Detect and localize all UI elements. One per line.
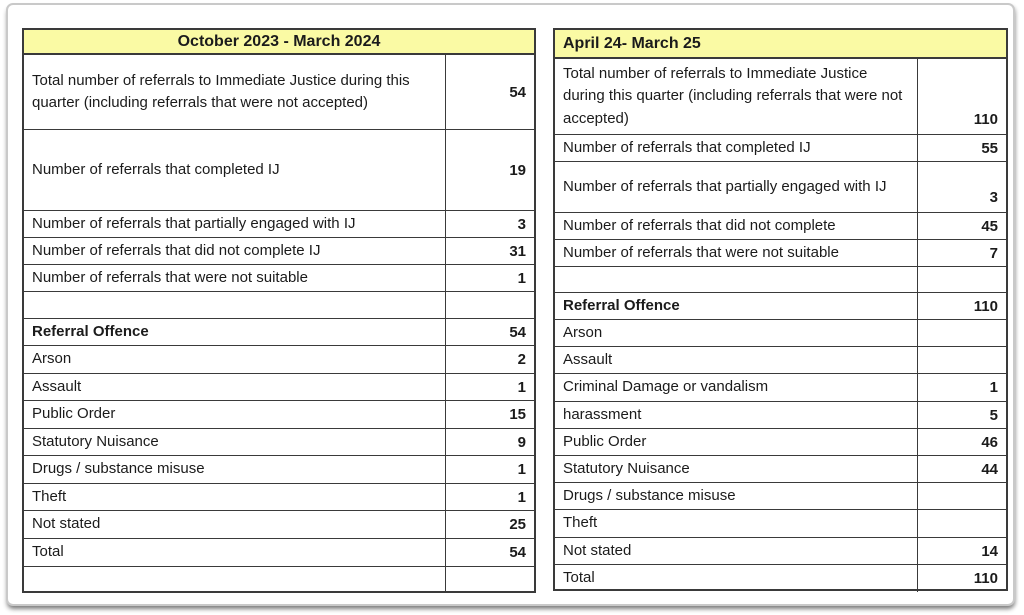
row-label: Referral Offence [563, 296, 680, 314]
row-value: 2 [445, 346, 534, 373]
row-label: harassment [563, 405, 642, 423]
row-value: 110 [917, 565, 1006, 592]
table-row-blank [24, 567, 534, 591]
row-label: Arson [32, 350, 72, 368]
row-value: 45 [917, 213, 1006, 239]
row-value: 9 [445, 429, 534, 455]
row-value: 3 [445, 211, 534, 237]
table-row [24, 319, 534, 346]
table-row [24, 401, 534, 429]
table-row [24, 238, 534, 265]
table-row [24, 539, 534, 567]
table-row [24, 130, 534, 211]
row-value: 1 [445, 265, 534, 291]
row-value: 1 [445, 374, 534, 400]
table-row [555, 483, 1006, 510]
row-label: Statutory Nuisance [563, 459, 690, 477]
table-row [555, 429, 1006, 456]
table-row [555, 59, 1006, 135]
row-value [445, 292, 534, 318]
table-row [555, 456, 1006, 483]
right-table-title: April 24- March 25 [555, 30, 1006, 59]
table-row [24, 211, 534, 238]
row-label: Number of referrals that were not suitable [32, 268, 308, 286]
table-row [555, 565, 1006, 592]
row-value: 110 [917, 293, 1006, 319]
table-row [555, 538, 1006, 565]
row-value: 1 [917, 374, 1006, 401]
row-value [917, 510, 1006, 537]
row-label: Not stated [32, 515, 101, 533]
row-value: 25 [445, 511, 534, 538]
row-label: Public Order [563, 432, 647, 450]
row-label: Number of referrals that completed IJ [563, 138, 811, 156]
table-row [555, 402, 1006, 429]
row-value: 54 [445, 539, 534, 566]
row-label: Number of referrals that partially engaged with IJ [32, 214, 356, 232]
table-row-blank [555, 267, 1006, 293]
left-table-title: October 2023 - March 2024 [24, 30, 534, 55]
row-label: Theft [563, 514, 598, 532]
table-row [555, 293, 1006, 320]
row-value [917, 483, 1006, 509]
row-value: 15 [445, 401, 534, 428]
row-value [917, 347, 1006, 373]
row-label: Number of referrals that were not suitable [563, 243, 839, 261]
row-label: Number of referrals that did not complete [563, 216, 836, 234]
table-row [24, 456, 534, 484]
table-row [555, 162, 1006, 213]
table-row [24, 429, 534, 456]
row-label: Total number of referrals to Immediate Justice during this quarter (including referrals that were not accepted) [563, 64, 903, 127]
row-label [555, 267, 917, 292]
row-value: 1 [445, 456, 534, 483]
row-label: Assault [32, 377, 82, 395]
row-value: 1 [445, 484, 534, 510]
right-table [553, 28, 1008, 591]
row-label: Drugs / substance misuse [563, 486, 736, 504]
table-row [24, 374, 534, 401]
table-row [555, 347, 1006, 374]
row-label: Arson [563, 323, 603, 341]
row-value: 55 [917, 135, 1006, 161]
row-label: Number of referrals that did not complete IJ [32, 241, 321, 259]
table-row [555, 510, 1006, 538]
left-table [22, 28, 536, 593]
table-row [555, 213, 1006, 240]
row-value: 54 [445, 319, 534, 345]
row-value: 7 [917, 240, 1006, 266]
row-label: Theft [32, 487, 67, 505]
row-label: Assault [563, 350, 613, 368]
row-label: Number of referrals that completed IJ [32, 160, 280, 178]
row-label: Referral Offence [32, 322, 149, 340]
row-label: Total [32, 543, 64, 561]
row-value: 46 [917, 429, 1006, 455]
row-value [445, 567, 534, 591]
row-label: Not stated [563, 541, 632, 559]
row-label: Number of referrals that partially engaged with IJ [563, 177, 887, 195]
row-label: Criminal Damage or vandalism [563, 378, 769, 396]
table-row [555, 320, 1006, 347]
table-row [555, 374, 1006, 402]
row-value: 44 [917, 456, 1006, 482]
row-label [24, 567, 445, 591]
row-value: 19 [445, 130, 534, 210]
table-row [24, 55, 534, 130]
row-label: Total number of referrals to Immediate Justice during this quarter (including referrals that were not accepted) [32, 71, 410, 111]
row-label: Drugs / substance misuse [32, 460, 205, 478]
table-row [24, 346, 534, 374]
row-value: 5 [917, 402, 1006, 428]
row-value: 3 [917, 162, 1006, 212]
table-row [24, 265, 534, 292]
row-label: Public Order [32, 405, 116, 423]
row-label [24, 292, 445, 318]
row-value: 54 [445, 55, 534, 129]
row-label: Total [563, 569, 595, 586]
row-label: Statutory Nuisance [32, 432, 159, 450]
table-row [24, 511, 534, 539]
row-value [917, 267, 1006, 292]
row-value: 14 [917, 538, 1006, 564]
row-value: 110 [917, 59, 1006, 134]
row-value: 31 [445, 238, 534, 264]
row-value [917, 320, 1006, 346]
table-row [555, 240, 1006, 267]
table-row [555, 135, 1006, 162]
table-row-blank [24, 292, 534, 319]
table-row [24, 484, 534, 511]
